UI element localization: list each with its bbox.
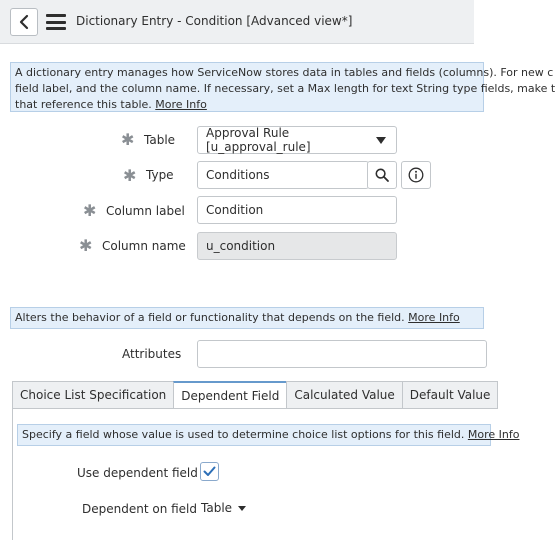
dependent-more-info-link[interactable]: More Info: [467, 428, 520, 441]
checkmark-icon: [203, 466, 216, 477]
tab-label: Calculated Value: [294, 388, 395, 402]
table-select-value: Approval Rule [u_approval_rule]: [206, 126, 311, 154]
intro-line-1: A dictionary entry manages how ServiceNow stores data in tables and fields (columns). For new c: [15, 66, 554, 79]
column-name-field: [197, 232, 397, 260]
type-info-button[interactable]: [401, 161, 431, 189]
intro-line-2: field label, and the column name. If necessary, set a Max length for text String type fields, make t: [15, 82, 555, 95]
attributes-info-text: Alters the behavior of a field or functionality that depends on the field.: [15, 311, 405, 324]
column-name-label: Column name: [102, 239, 186, 253]
type-field-value: Conditions: [206, 168, 270, 182]
type-search-button[interactable]: [367, 161, 397, 189]
intro-info-box: [10, 62, 555, 112]
type-field[interactable]: [197, 161, 369, 189]
tab-label: Default Value: [409, 388, 491, 402]
table-label: Table: [144, 133, 176, 147]
tab-calculated-value[interactable]: [286, 381, 401, 409]
intro-line-3: that reference this table.: [15, 98, 152, 111]
dependent-on-field-label: Dependent on field: [82, 502, 198, 516]
required-asterisk-icon: ✱: [123, 166, 137, 185]
dependent-info-box: [17, 424, 520, 446]
search-icon: [375, 168, 389, 182]
column-name-value: u_condition: [206, 239, 276, 253]
info-icon: [408, 167, 424, 183]
use-dependent-field-checkbox[interactable]: [200, 462, 219, 481]
attributes-input[interactable]: [197, 340, 487, 368]
tab-choice-list-specification[interactable]: [12, 381, 173, 409]
column-label-label: Column label: [106, 204, 185, 218]
required-asterisk-icon: ✱: [121, 130, 135, 149]
required-asterisk-icon: ✱: [83, 201, 97, 220]
tab-label: Choice List Specification: [20, 388, 167, 402]
page-title: Dictionary Entry - Condition [Advanced view*]: [76, 14, 353, 28]
caret-down-icon: [238, 506, 246, 511]
attributes-info-box: [10, 307, 484, 329]
dependent-on-field-select[interactable]: [201, 501, 246, 515]
column-label-value: Condition: [206, 203, 264, 217]
intro-more-info-link[interactable]: More Info: [155, 98, 207, 111]
tab-bar: [12, 381, 498, 409]
form-header: [0, 0, 474, 44]
tab-dependent-field[interactable]: [173, 381, 286, 409]
back-button[interactable]: [10, 8, 38, 36]
chevron-down-icon: [376, 137, 386, 144]
attributes-more-info-link[interactable]: More Info: [408, 311, 460, 324]
type-label: Type: [146, 168, 174, 182]
attributes-label: Attributes: [122, 347, 182, 361]
dependent-info-text: Specify a field whose value is used to determine choice list options for this field.: [22, 428, 465, 441]
hamburger-menu-icon[interactable]: [46, 14, 66, 30]
required-asterisk-icon: ✱: [79, 236, 93, 255]
dependent-on-field-value: Table: [201, 501, 233, 515]
column-label-field[interactable]: [197, 196, 397, 224]
use-dependent-field-label: Use dependent field: [77, 466, 198, 480]
chevron-left-icon: [19, 15, 29, 29]
tab-default-value[interactable]: [402, 381, 499, 409]
table-select[interactable]: [197, 126, 397, 154]
tab-label: Dependent Field: [181, 388, 280, 403]
